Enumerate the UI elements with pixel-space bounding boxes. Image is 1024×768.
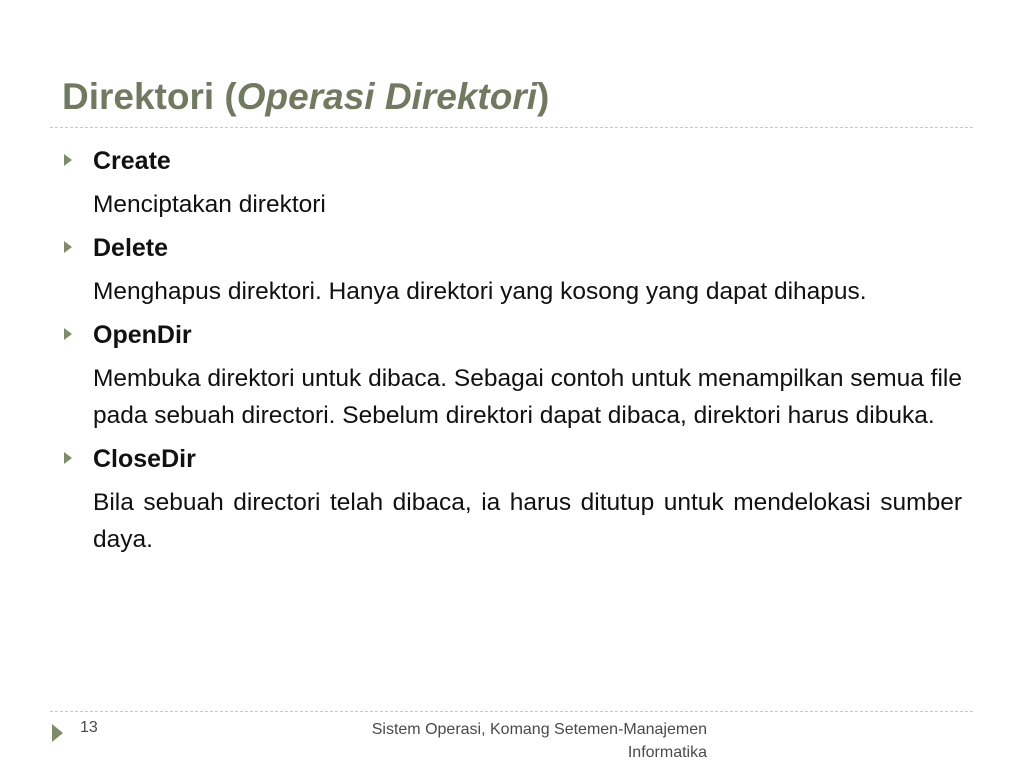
triangle-right-icon xyxy=(64,452,72,464)
bullet-row xyxy=(0,142,1024,180)
slide-title xyxy=(62,74,549,120)
title-divider xyxy=(50,127,973,128)
bullet-description: Membuka direktori untuk dibaca. Sebagai contoh untuk menampilkan semua file pada sebuah directori. Sebelum direktori dapat dibaca, direktori harus dibuka. xyxy=(93,365,962,429)
bullet-description: Bila sebuah directori telah dibaca, ia harus ditutup untuk mendelokasi sumber daya. xyxy=(93,489,962,553)
title-italic: Operasi Direktori xyxy=(236,76,537,117)
bullet-label: CloseDir xyxy=(93,445,196,473)
triangle-right-icon xyxy=(64,328,72,340)
bullet-description: Menciptakan direktori xyxy=(93,191,326,218)
bullet-label: Delete xyxy=(93,234,169,262)
bullet-item-opendir xyxy=(0,316,1024,434)
bullet-label: Create xyxy=(93,147,171,175)
triangle-right-icon xyxy=(64,241,72,253)
title-suffix: ) xyxy=(537,76,550,117)
bullet-label: OpenDir xyxy=(93,321,192,349)
bullet-row xyxy=(0,316,1024,354)
bullet-row xyxy=(0,229,1024,267)
triangle-right-icon xyxy=(52,724,63,742)
footer-text-line2: Informatika xyxy=(627,744,707,761)
footer-text xyxy=(300,718,707,764)
title-prefix: Direktori ( xyxy=(62,76,237,117)
bullet-item-create xyxy=(0,142,1024,223)
bullet-list xyxy=(0,140,1024,564)
bullet-row xyxy=(0,440,1024,478)
bullet-item-delete xyxy=(0,229,1024,310)
footer-divider xyxy=(50,711,973,712)
page-number: 13 xyxy=(80,719,98,736)
footer-text-line1: Sistem Operasi, Komang Setemen-Manajemen xyxy=(371,721,707,738)
triangle-right-icon xyxy=(64,154,72,166)
bullet-item-closedir xyxy=(0,440,1024,558)
bullet-description: Menghapus direktori. Hanya direktori yang kosong yang dapat dihapus. xyxy=(93,278,867,305)
